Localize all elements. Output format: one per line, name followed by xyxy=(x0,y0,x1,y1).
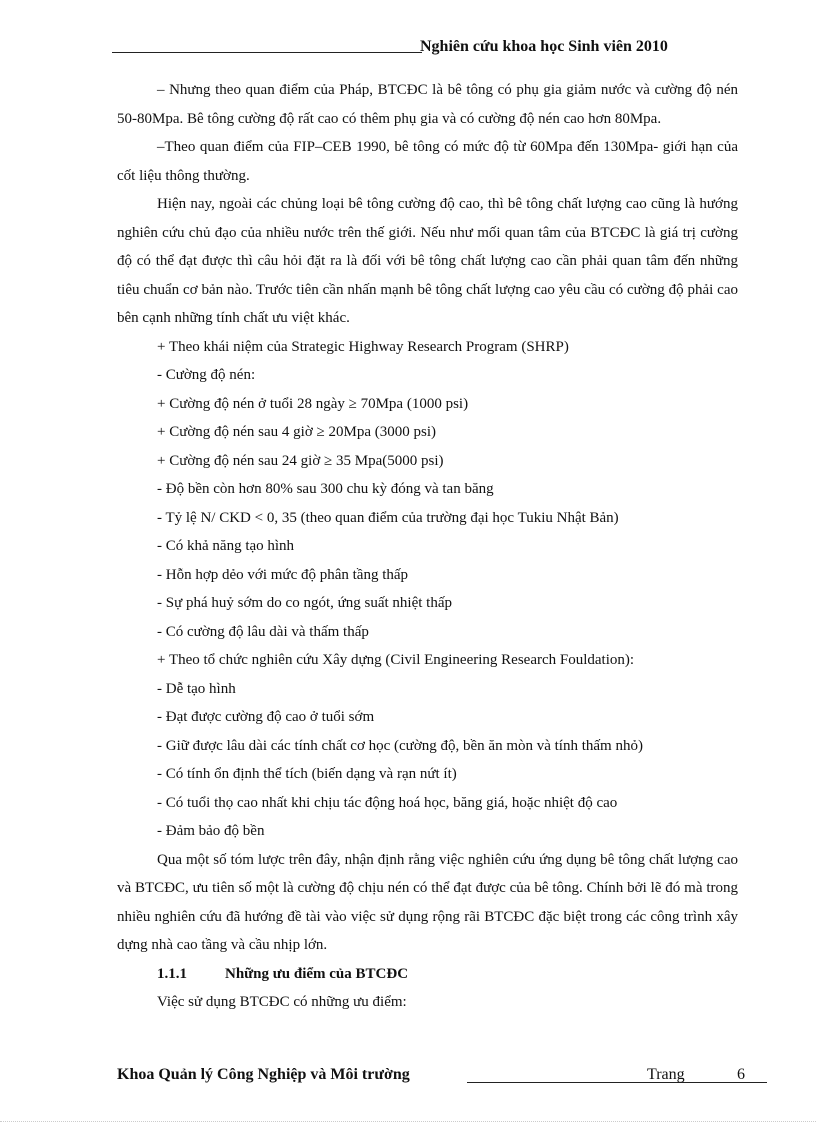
list-item: + Cường độ nén ở tuổi 28 ngày ≥ 70Mpa (1000 psi) xyxy=(157,395,469,412)
paragraph: –Theo quan điểm của FIP–CEB 1990, bê tông có mức độ từ 60Mpa đến 130Mpa- giới hạn của cốt liệu thông thường. xyxy=(117,139,738,184)
list-item: + Theo khái niệm của Strategic Highway Research Program (SHRP) xyxy=(157,338,569,355)
page-body xyxy=(117,76,738,1017)
footer-rule xyxy=(467,1082,767,1083)
list-item: - Độ bền còn hơn 80% sau 300 chu kỳ đóng và tan băng xyxy=(157,481,494,497)
header-rule xyxy=(112,52,422,53)
list-item: - Giữ được lâu dài các tính chất cơ học (cường độ, bền ăn mòn và tính thấm nhỏ) xyxy=(157,737,643,754)
section-number: 1.1.1 xyxy=(157,965,187,982)
page-edge-divider xyxy=(0,1121,816,1122)
list-item: - Dễ tạo hình xyxy=(157,680,236,697)
page-number: 6 xyxy=(737,1066,745,1083)
closing-paragraph: Qua một số tóm lược trên đây, nhận định rằng việc nghiên cứu ứng dụng bê tông chất lượng cao và BTCĐC, ưu tiên số một là cường độ chịu nén có thể đạt được của bê tông. Chính bởi lẽ đó mà trong nhiều nghiên cứu đã hướng đề tài vào việc sử dụng rộng rãi BTCĐC đặc biệt trong các công trình xây dựng nhà cao tầng và cầu nhịp lớn. xyxy=(117,851,738,953)
list-item: - Sự phá huỷ sớm do co ngót, ứng suất nhiệt thấp xyxy=(157,595,452,611)
list-item: - Đảm bảo độ bền xyxy=(157,823,265,839)
section-heading xyxy=(117,960,738,989)
list-item: - Hỗn hợp dẻo với mức độ phân tầng thấp xyxy=(157,566,409,583)
section-title: Những ưu điểm của BTCĐC xyxy=(225,965,409,982)
list-item: - Có khả năng tạo hình xyxy=(157,538,295,554)
last-line: Việc sử dụng BTCĐC có những ưu điểm: xyxy=(157,994,407,1010)
list-item: - Tỷ lệ N/ CKD < 0, 35 (theo quan điểm của trường đại học Tukiu Nhật Bản) xyxy=(157,509,619,526)
list-item: - Có cường độ lâu dài và thấm thấp xyxy=(157,623,369,640)
footer-department: Khoa Quản lý Công Nghiệp và Môi trường xyxy=(117,1066,410,1083)
list-item: - Có tính ổn định thể tích (biến dạng và rạn nứt ít) xyxy=(157,766,457,782)
list-item: - Đạt được cường độ cao ở tuổi sớm xyxy=(157,709,375,725)
list-item: - Có tuổi thọ cao nhất khi chịu tác động hoá học, băng giá, hoặc nhiệt độ cao xyxy=(157,794,618,811)
list-item: + Cường độ nén sau 4 giờ ≥ 20Mpa (3000 psi) xyxy=(157,424,437,440)
list-item: + Cường độ nén sau 24 giờ ≥ 35 Mpa(5000 psi) xyxy=(157,452,444,469)
list-item: - Cường độ nén: xyxy=(157,367,256,383)
list-item: + Theo tổ chức nghiên cứu Xây dựng (Civil Engineering Research Fouldation): xyxy=(157,652,635,668)
footer-trang-label: Trang xyxy=(647,1066,685,1083)
paragraph: – Nhưng theo quan điểm của Pháp, BTCĐC là bê tông có phụ gia giảm nước và cường độ nén 50-80Mpa. Bê tông cường độ rất cao có thêm phụ gia và có cường độ nén cao hơn 80Mpa. xyxy=(117,82,738,127)
paragraph: Hiện nay, ngoài các chủng loại bê tông cường độ cao, thì bê tông chất lượng cao cũng là hướng nghiên cứu chủ đạo của nhiều nước trên thế giới. Nếu như mối quan tâm của BTCĐC là giá trị cường độ có thể đạt được thì câu hỏi đặt ra là đối với bê tông chất lượng cao cần phải quan tâm đến những tiêu chuẩn cơ bản nào. Trước tiên cần nhấn mạnh bê tông chất lượng cao yêu cầu có cường độ phải cao bên cạnh những tính chất ưu việt khác. xyxy=(117,196,738,326)
header-title: Nghiên cứu khoa học Sinh viên 2010 xyxy=(420,38,668,55)
